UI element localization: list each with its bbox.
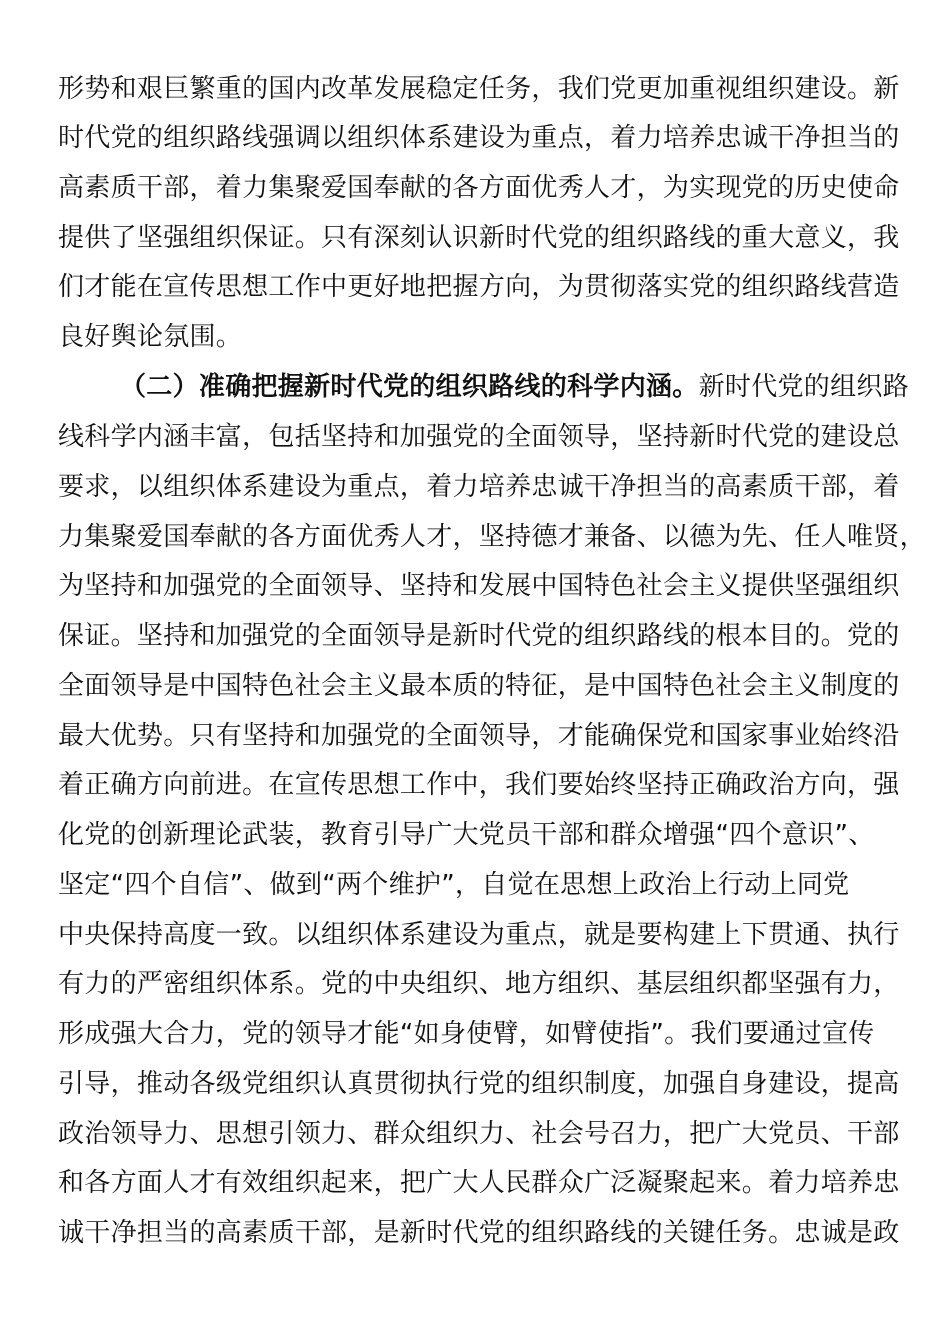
paragraph-2-line-9: 着正确方向前进。在宣传思想工作中，我们要始终坚持正确政治方向，强 <box>58 770 900 800</box>
paragraph-1-line-3: 高素质干部，着力集聚爱国奉献的各方面优秀人才，为实现党的历史使命 <box>58 173 900 203</box>
paragraph-1-line-6: 良好舆论氛围。 <box>58 322 243 352</box>
paragraph-2-line-2: 线科学内涵丰富，包括坚持和加强党的全面领导，坚持新时代党的建设总 <box>58 422 900 452</box>
paragraph-1-line-2: 时代党的组织路线强调以组织体系建设为重点，着力培养忠诚干净担当的 <box>58 123 900 153</box>
paragraph-2-line-4: 力集聚爱国奉献的各方面优秀人才，坚持德才兼备、以德为先、任人唯贤， <box>58 522 926 552</box>
paragraph-2-line-16: 政治领导力、思想引领力、群众组织力、社会号召力，把广大党员、干部 <box>58 1119 900 1149</box>
paragraph-2-line-10: 化党的创新理论武装，教育引导广大党员干部和群众增强“四个意识”、 <box>58 820 875 850</box>
paragraph-2-line-1 <box>58 370 910 404</box>
paragraph-2-line-3: 要求，以组织体系建设为重点，着力培养忠诚干净担当的高素质干部，着 <box>58 472 900 502</box>
paragraph-2-line-8: 最大优势。只有坚持和加强党的全面领导，才能确保党和国家事业始终沿 <box>58 721 900 751</box>
paragraph-2-first-rest: 新时代党的组织路 <box>698 372 910 402</box>
paragraph-1-line-5: 们才能在宣传思想工作中更好地把握方向，为贯彻落实党的组织路线营造 <box>58 272 900 302</box>
paragraph-2-line-5: 为坚持和加强党的全面领导、坚持和发展中国特色社会主义提供坚强组织 <box>58 571 900 601</box>
paragraph-2-line-15: 引导，推动各级党组织认真贯彻执行党的组织制度，加强自身建设，提高 <box>58 1069 900 1099</box>
paragraph-1-line-1: 形势和艰巨繁重的国内改革发展稳定任务，我们党更加重视组织建设。新 <box>58 74 900 104</box>
paragraph-2-line-11: 坚定“四个自信”、做到“两个维护”，自觉在思想上政治上行动上同党 <box>58 870 850 900</box>
paragraph-2-line-18: 诚干净担当的高素质干部，是新时代党的组织路线的关键任务。忠诚是政 <box>58 1218 900 1248</box>
paragraph-2-line-14: 形成强大合力，党的领导才能“如身使臂，如臂使指”。我们要通过宣传 <box>58 1019 875 1049</box>
paragraph-2-line-13: 有力的严密组织体系。党的中央组织、地方组织、基层组织都坚强有力， <box>58 969 900 999</box>
paragraph-2-line-17: 和各方面人才有效组织起来，把广大人民群众广泛凝聚起来。着力培养忠 <box>58 1168 900 1198</box>
paragraph-2-line-7: 全面领导是中国特色社会主义最本质的特征，是中国特色社会主义制度的 <box>58 671 900 701</box>
paragraph-2-line-12: 中央保持高度一致。以组织体系建设为重点，就是要构建上下贯通、执行 <box>58 920 900 950</box>
paragraph-1-line-4: 提供了坚强组织保证。只有深刻认识新时代党的组织路线的重大意义，我 <box>58 223 900 253</box>
paragraph-2-line-6: 保证。坚持和加强党的全面领导是新时代党的组织路线的根本目的。党的 <box>58 621 900 651</box>
section-heading: （二）准确把握新时代党的组织路线的科学内涵。 <box>120 372 699 402</box>
